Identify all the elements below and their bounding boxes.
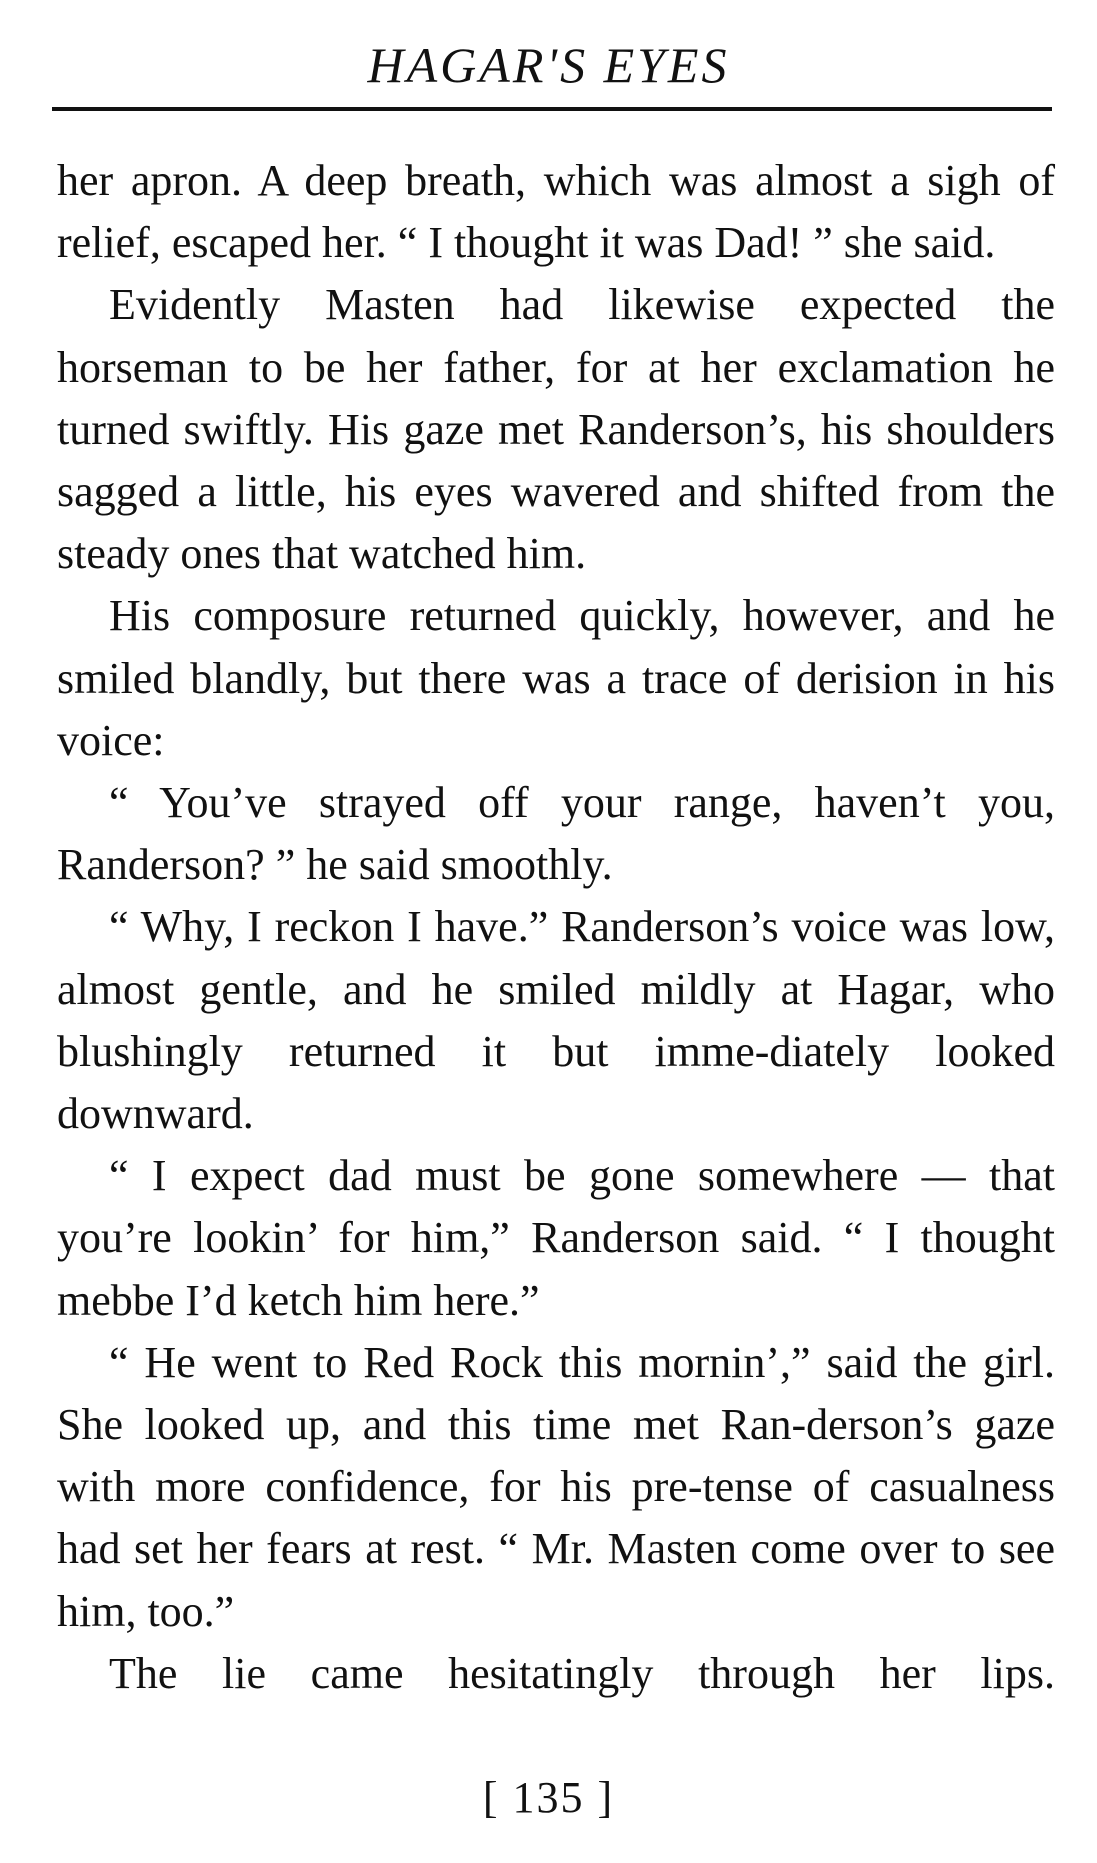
paragraph: “ I expect dad must be gone somewhere — that you’re lookin’ for him,” Randerson said. “ I thought mebbe I’d ketch him here.” <box>57 1151 1055 1325</box>
running-head: HAGAR'S EYES <box>367 37 730 93</box>
paragraph: The lie came hesitatingly through her lips. <box>109 1648 1055 1698</box>
body-text <box>57 150 1055 1705</box>
header-rule <box>52 107 1052 111</box>
paragraph: Evidently Masten had likewise expected the horseman to be her father, for at her exclamation he turned swiftly. His gaze met Randerson’s, his shoulders sagged a little, his eyes wavered and shifted from the steady ones that watched him. <box>57 280 1055 579</box>
paragraph: “ He went to Red Rock this mornin’,” said the girl. She looked up, and this time met Ran-derson’s gaze with more confidence, for his pre-tense of casualness had set her fears at rest. “ Mr. Masten come over to see him, too.” <box>57 1337 1055 1636</box>
paragraph: His composure returned quickly, however, and he smiled blandly, but there was a trace of derision in his voice: <box>57 591 1055 765</box>
page-number: [ 135 ] <box>482 1773 615 1822</box>
paragraph: “ Why, I reckon I have.” Randerson’s voice was low, almost gentle, and he smiled mildly at Hagar, who blushingly returned it but imme-diately looked downward. <box>57 902 1055 1139</box>
paragraph: her apron. A deep breath, which was almost a sigh of relief, escaped her. “ I thought it was Dad! ” she said. <box>57 156 1055 268</box>
paragraph: “ You’ve strayed off your range, haven’t you, Randerson? ” he said smoothly. <box>57 778 1055 890</box>
